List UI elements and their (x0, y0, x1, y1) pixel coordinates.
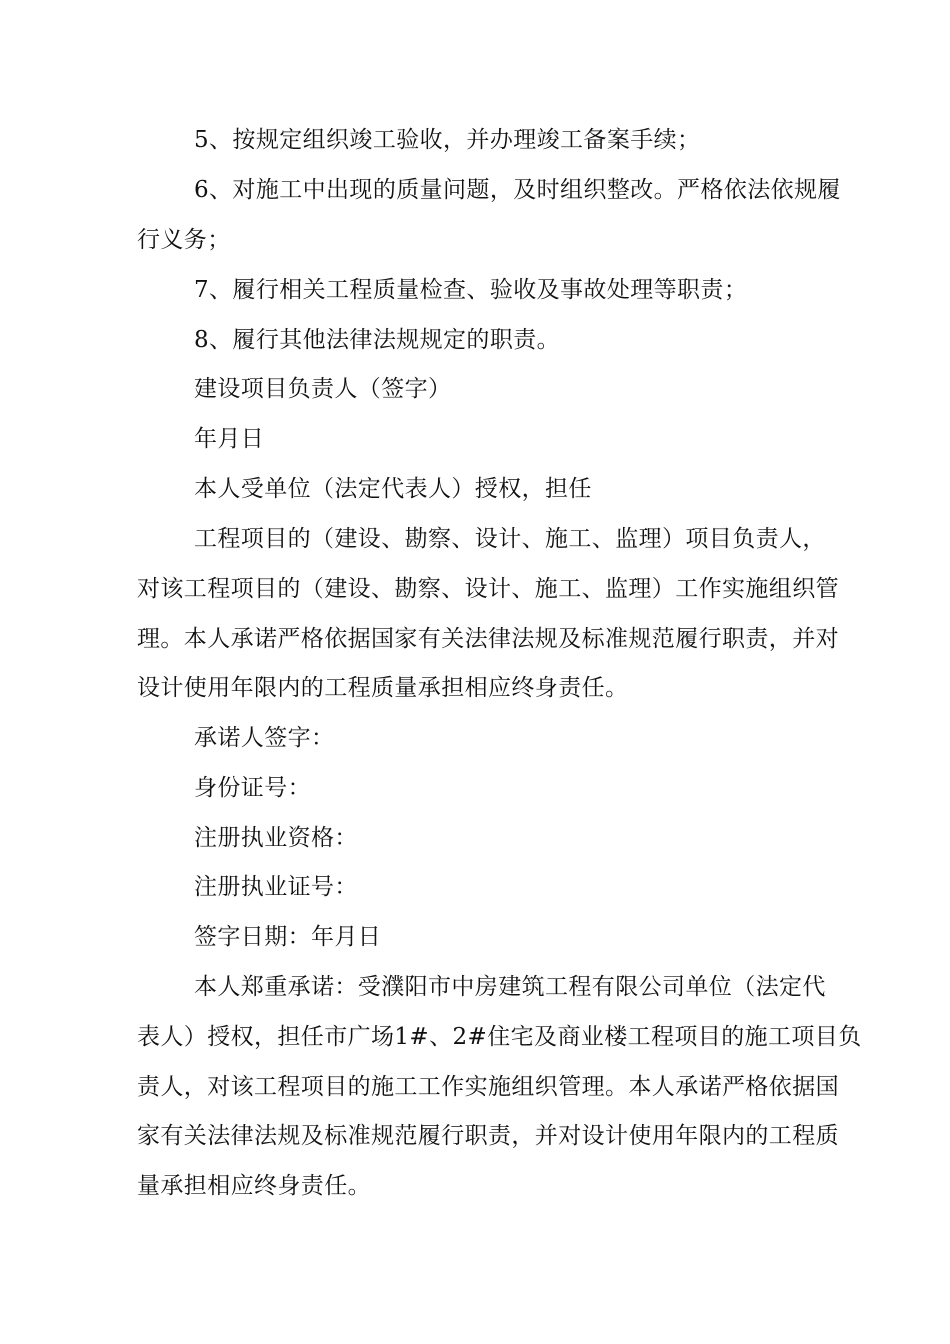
solemn-commitment-line-5: 量承担相应终身责任。 (137, 1173, 371, 1199)
item-7-text: 7、履行相关工程质量检查、验收及事故处理等职责； (194, 277, 748, 303)
project-leader-signature-label: 建设项目负责人（签字） (194, 376, 452, 402)
commitment-paragraph-line-2: 对该工程项目的（建设、勘察、设计、施工、监理）工作实施组织管 (137, 576, 839, 602)
solemn-commitment-line-2: 表人）授权，担任市广场1#、2#住宅及商业楼工程项目的施工项目负 (137, 1024, 862, 1050)
item-6-text: 6、对施工中出现的质量问题，及时组织整改。严格依法依规履 (194, 177, 841, 203)
commitment-paragraph-line-3: 理。本人承诺严格依据国家有关法律法规及标准规范履行职责，并对 (137, 626, 839, 652)
promisor-signature-label: 承诺人签字： (194, 725, 335, 751)
commitment-paragraph-line-1: 工程项目的（建设、勘察、设计、施工、监理）项目负责人， (194, 526, 826, 552)
solemn-commitment-line-3: 责人，对该工程项目的施工工作实施组织管理。本人承诺严格依据国 (137, 1074, 839, 1100)
registered-certificate-number-label: 注册执业证号： (194, 874, 358, 900)
solemn-commitment-line-1: 本人郑重承诺：受濮阳市中房建筑工程有限公司单位（法定代 (194, 974, 826, 1000)
solemn-commitment-line-4: 家有关法律法规及标准规范履行职责，并对设计使用年限内的工程质 (137, 1123, 839, 1149)
id-number-label: 身份证号： (194, 775, 311, 801)
item-5-text: 5、按规定组织竣工验收，并办理竣工备案手续； (194, 127, 701, 153)
item-6-text-continued: 行义务； (137, 227, 231, 253)
authorization-line: 本人受单位（法定代表人）授权，担任 (194, 476, 592, 502)
commitment-paragraph-line-4: 设计使用年限内的工程质量承担相应终身责任。 (137, 675, 629, 701)
signature-date-label: 签字日期：年月日 (194, 924, 382, 950)
item-8-text: 8、履行其他法律法规规定的职责。 (194, 327, 561, 353)
registered-qualification-label: 注册执业资格： (194, 825, 358, 851)
date-label: 年月日 (194, 426, 265, 452)
